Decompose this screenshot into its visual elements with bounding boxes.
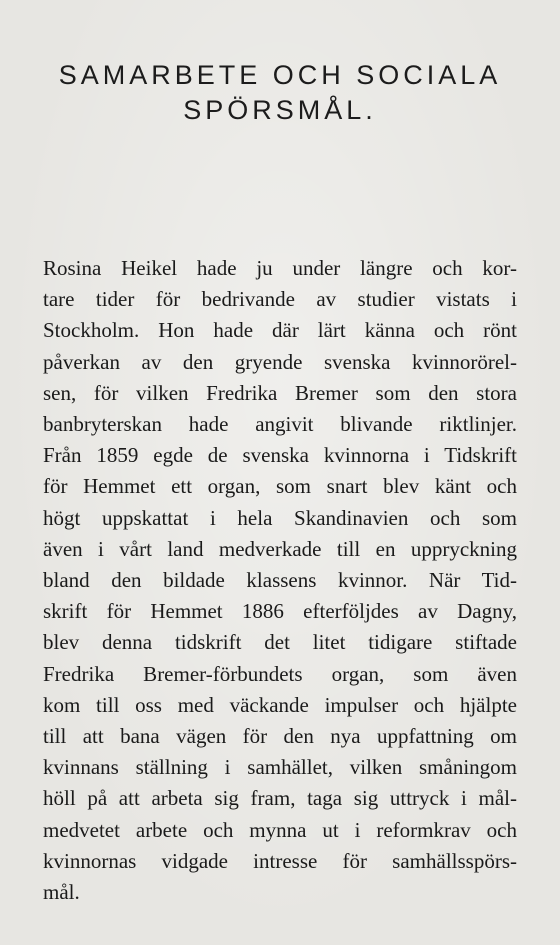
chapter-title-line-1: SAMARBETE OCH SOCIALA [58, 60, 502, 90]
text-line: Rosina Heikel hade ju under längre och kor- [43, 256, 517, 280]
text-line: skrift för Hemmet 1886 efterföljdes av Dagny, [43, 599, 517, 624]
text-line: mål. [43, 880, 80, 905]
text-line: även i vårt land medverkade till en uppryckning [43, 536, 517, 561]
text-line: bland den bildade klassens kvinnor. När Tid- [43, 568, 517, 593]
text-line: medvetet arbete och mynna ut i reformkrav och [43, 817, 517, 842]
text-line: blev denna tidskrift det litet tidigare stiftade [43, 630, 517, 655]
text-line: påverkan av den gryende svenska kvinnorörel- [43, 349, 517, 374]
text-line: kvinnornas vidgade intresse för samhällsspörs- [43, 848, 517, 873]
body-paragraph [43, 253, 517, 908]
text-line: till att bana vägen för den nya uppfattning om [43, 724, 517, 749]
chapter-title-line-2: SPÖRSMÅL. [183, 95, 377, 125]
text-line: banbryterskan hade angivit blivande riktlinjer. [43, 412, 517, 437]
text-line: Fredrika Bremer-förbundets organ, som även [43, 661, 517, 686]
text-line: högt uppskattat i hela Skandinavien och som [43, 505, 517, 530]
text-line: höll på att arbeta sig fram, taga sig uttryck i mål- [43, 786, 517, 811]
text-line: kom till oss med väckande impulser och hjälpte [43, 692, 517, 717]
text-line: Från 1859 egde de svenska kvinnorna i Tidskrift [43, 443, 517, 468]
text-line: för Hemmet ett organ, som snart blev känt och [43, 474, 517, 499]
text-line: kvinnans ställning i samhället, vilken småningom [43, 755, 517, 780]
text-line: sen, för vilken Fredrika Bremer som den stora [43, 380, 517, 405]
text-line: tare tider för bedrivande av studier vistats i [43, 287, 517, 312]
text-line: Stockholm. Hon hade där lärt känna och rönt [43, 318, 517, 343]
